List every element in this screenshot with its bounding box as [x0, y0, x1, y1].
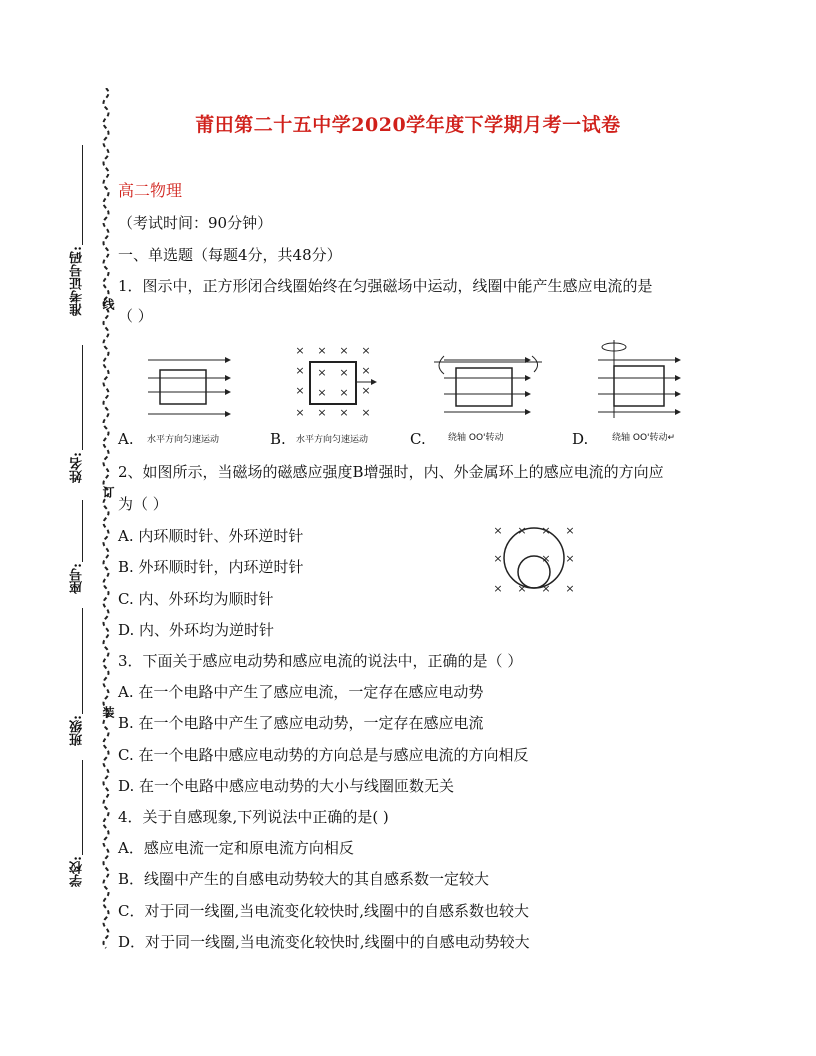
- q1-figure-a: [142, 350, 237, 422]
- name-rule: [82, 345, 83, 450]
- svg-text:×: ×: [317, 344, 327, 357]
- q1-option-c: C.: [410, 430, 426, 448]
- svg-text:×: ×: [295, 406, 305, 419]
- seat-label: 座号:: [70, 563, 85, 594]
- q1-option-d: D.: [572, 430, 589, 448]
- q1-caption-d: 绕轴 OO'转动↵: [612, 433, 676, 443]
- q1-option-a: A.: [118, 430, 134, 448]
- q3-stem: 3．下面关于感应电动势和感应电流的说法中，正确的是（ ）: [118, 652, 523, 670]
- section-heading: 一、单选题（每题4分，共48分）: [118, 246, 342, 264]
- q1-stem: 1．图示中，正方形闭合线圈始终在匀强磁场中运动，线圈中能产生感应电流的是: [118, 277, 653, 295]
- svg-text:×: ×: [565, 524, 575, 537]
- svg-text:×: ×: [361, 344, 371, 357]
- svg-text:×: ×: [317, 406, 327, 419]
- candidate-number-label: 准考证号码:: [70, 246, 85, 316]
- q1-figure-d: [592, 338, 684, 422]
- q2-figure-rings: [488, 520, 583, 600]
- q2-stem-cont: 为（ ）: [118, 495, 168, 513]
- q4-option-d: D．对于同一线圈,当电流变化较快时,线圈中的自感电动势较大: [118, 933, 530, 951]
- class-label: 班级:: [70, 715, 85, 746]
- svg-text:×: ×: [493, 582, 503, 595]
- q4-option-c: C．对于同一线圈,当电流变化较快时,线圈中的自感系数也较大: [118, 902, 530, 920]
- svg-text:×: ×: [317, 386, 327, 399]
- q1-caption-a: 水平方向匀速运动: [147, 435, 220, 445]
- svg-text:×: ×: [295, 364, 305, 377]
- svg-text:×: ×: [493, 524, 503, 537]
- q1-paren: （ ）: [118, 307, 153, 325]
- q4-option-b: B．线圈中产生的自感电动势较大的其自感系数一定较大: [118, 870, 490, 888]
- q3-option-b: B. 在一个电路中产生了感应电动势，一定存在感应电流: [118, 714, 484, 732]
- binding-dashed-line: [96, 88, 116, 968]
- q4-stem: 4．关于自感现象,下列说法中正确的是( ): [118, 808, 389, 826]
- q1-figure-b: [290, 342, 380, 422]
- svg-text:×: ×: [339, 366, 349, 379]
- svg-text:×: ×: [295, 384, 305, 397]
- q1-option-b: B.: [270, 430, 286, 448]
- svg-text:×: ×: [339, 386, 349, 399]
- q3-option-a: A. 在一个电路中产生了感应电流，一定存在感应电动势: [118, 683, 484, 701]
- svg-text:×: ×: [541, 582, 551, 595]
- svg-text:×: ×: [541, 552, 551, 565]
- binding-char-zhuang: 装: [101, 706, 115, 718]
- q4-option-a: A．感应电流一定和原电流方向相反: [118, 839, 354, 857]
- svg-text:×: ×: [361, 384, 371, 397]
- q2-option-c: C. 内、外环均为顺时针: [118, 590, 274, 608]
- class-rule: [82, 608, 83, 714]
- svg-text:×: ×: [361, 364, 371, 377]
- q2-option-a: A. 内环顺时针、外环逆时针: [118, 527, 304, 545]
- svg-text:×: ×: [493, 552, 503, 565]
- svg-text:×: ×: [565, 552, 575, 565]
- name-label: 姓名:: [70, 452, 85, 483]
- binding-char-xian: 线: [101, 298, 115, 310]
- q1-caption-b: 水平方向匀速运动: [296, 435, 369, 445]
- q3-option-c: C. 在一个电路中感应电动势的方向总是与感应电流的方向相反: [118, 746, 529, 764]
- svg-text:×: ×: [541, 524, 551, 537]
- svg-text:×: ×: [361, 406, 371, 419]
- svg-text:×: ×: [317, 366, 327, 379]
- svg-text:×: ×: [565, 582, 575, 595]
- binding-char-ding: 订: [101, 486, 115, 498]
- svg-text:×: ×: [517, 524, 527, 537]
- exam-time: （考试时间：90分钟）: [118, 214, 273, 232]
- q1-figure-c: [430, 350, 545, 422]
- svg-text:×: ×: [339, 344, 349, 357]
- school-rule: [82, 760, 83, 855]
- candidate-number-rule: [82, 145, 83, 245]
- q3-option-d: D. 在一个电路中感应电动势的大小与线圈匝数无关: [118, 777, 455, 795]
- q2-stem: 2、如图所示，当磁场的磁感应强度B增强时，内、外金属环上的感应电流的方向应: [118, 463, 664, 481]
- svg-text:×: ×: [295, 344, 305, 357]
- page-title: 莆田第二十五中学2020学年度下学期月考一试卷: [195, 114, 621, 136]
- svg-text:×: ×: [517, 582, 527, 595]
- q1-caption-c: 绕轴 OO'转动: [448, 433, 504, 443]
- svg-text:×: ×: [339, 406, 349, 419]
- subject-label: 高二物理: [118, 181, 183, 200]
- seat-rule: [82, 500, 83, 562]
- q2-option-b: B. 外环顺时针，内环逆时针: [118, 558, 304, 576]
- q2-option-d: D. 内、外环均为逆时针: [118, 621, 275, 639]
- school-label: 学校:: [70, 856, 85, 887]
